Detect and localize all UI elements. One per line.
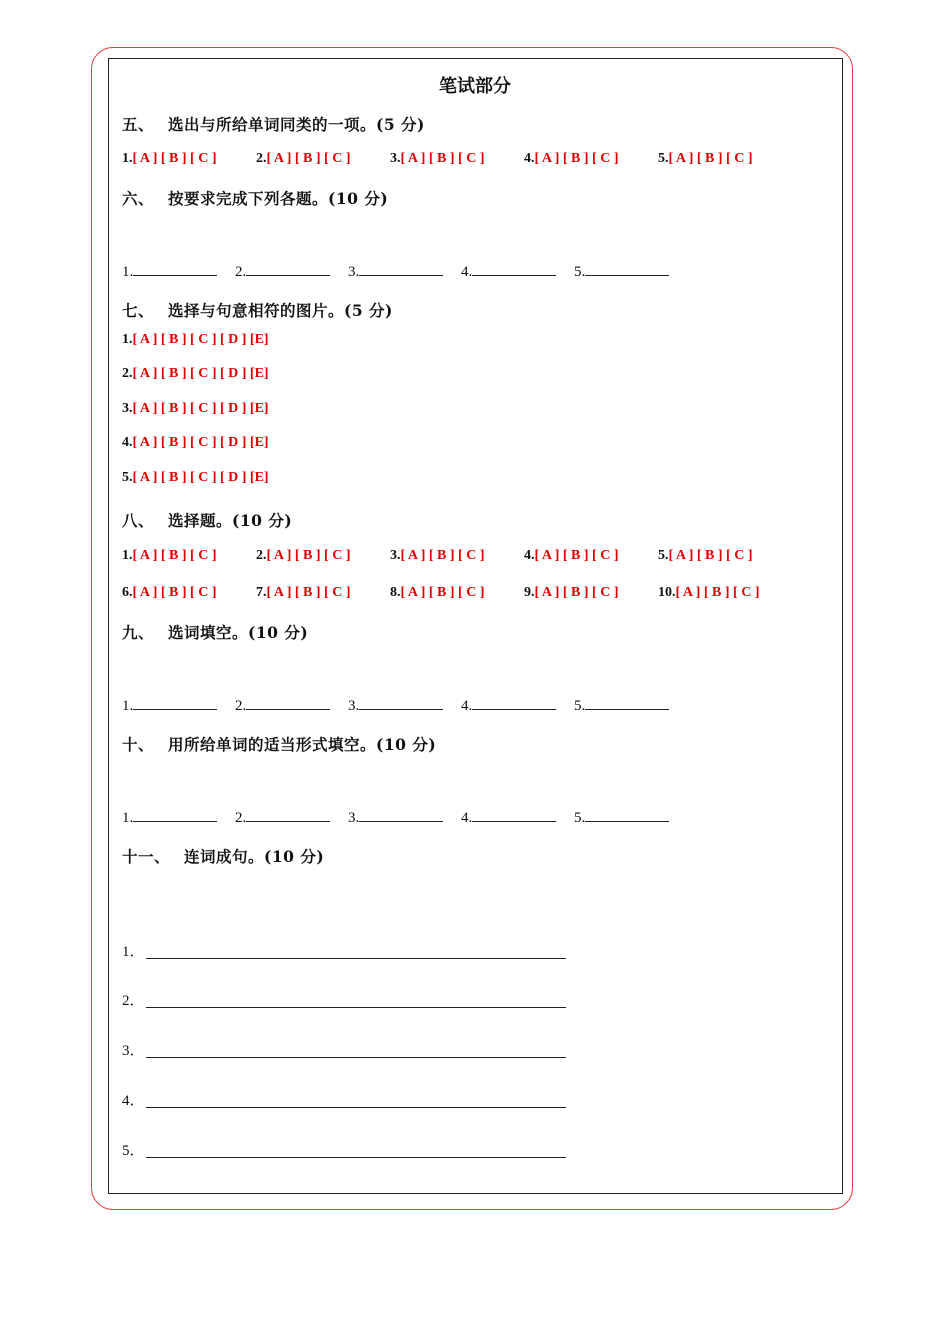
section-number: 七、 — [122, 301, 155, 320]
q10-blank-4[interactable]: 4. — [461, 809, 556, 827]
q10-blank-3[interactable]: 3. — [348, 809, 443, 827]
q9-blank-4[interactable]: 4. — [461, 697, 556, 715]
q6-blank-4[interactable]: 4. — [461, 263, 556, 281]
q5-item-3[interactable]: 3.[ A ] [ B ] [ C ] — [390, 151, 485, 166]
q7-item-1[interactable]: 1.[ A ] [ B ] [ C ] [ D ] [E] — [122, 332, 269, 347]
q8-item-4[interactable]: 4.[ A ] [ B ] [ C ] — [524, 548, 619, 563]
q11-sentence-5[interactable]: 5． — [122, 1139, 145, 1160]
answer-line[interactable] — [246, 809, 330, 822]
section-10-heading — [122, 733, 436, 755]
section-number: 六、 — [122, 189, 155, 208]
q11-sentence-4[interactable]: 4． — [122, 1089, 145, 1110]
q9-blank-1[interactable]: 1. — [122, 697, 217, 715]
section-text: 选择与句意相符的图片。(5 分) — [168, 301, 393, 320]
answer-line[interactable] — [146, 1007, 566, 1008]
q6-blank-3[interactable]: 3. — [348, 263, 443, 281]
answer-line[interactable] — [146, 1057, 566, 1058]
section-text: 用所给单词的适当形式填空。(10 分) — [168, 735, 437, 754]
q8-item-10[interactable]: 10.[ A ] [ B ] [ C ] — [658, 585, 760, 600]
section-number: 八、 — [122, 511, 155, 530]
q10-blank-5[interactable]: 5. — [574, 809, 669, 827]
q8-item-1[interactable]: 1.[ A ] [ B ] [ C ] — [122, 548, 217, 563]
answer-line[interactable] — [359, 697, 443, 710]
q9-blank-2[interactable]: 2. — [235, 697, 330, 715]
answer-line[interactable] — [585, 263, 669, 276]
answer-line[interactable] — [133, 809, 217, 822]
q5-item-1[interactable]: 1.[ A ] [ B ] [ C ] — [122, 151, 217, 166]
page-title: 笔试部分 — [439, 76, 511, 97]
answer-line[interactable] — [359, 263, 443, 276]
q5-item-4[interactable]: 4.[ A ] [ B ] [ C ] — [524, 151, 619, 166]
section-number: 五、 — [122, 115, 155, 134]
q11-sentence-2[interactable]: 2． — [122, 989, 145, 1010]
answer-line[interactable] — [246, 697, 330, 710]
q11-sentence-3[interactable]: 3． — [122, 1039, 145, 1060]
answer-line[interactable] — [146, 1157, 566, 1158]
answer-line[interactable] — [146, 958, 566, 959]
q6-blank-1[interactable]: 1. — [122, 263, 217, 281]
answer-line[interactable] — [472, 809, 556, 822]
section-7-heading — [122, 299, 393, 321]
section-11-heading — [122, 845, 324, 867]
q6-blank-2[interactable]: 2. — [235, 263, 330, 281]
answer-line[interactable] — [146, 1107, 566, 1108]
q8-item-7[interactable]: 7.[ A ] [ B ] [ C ] — [256, 585, 351, 600]
section-text: 连词成句。(10 分) — [184, 847, 325, 866]
answer-line[interactable] — [133, 697, 217, 710]
section-text: 选词填空。(10 分) — [168, 623, 309, 642]
q7-item-2[interactable]: 2.[ A ] [ B ] [ C ] [ D ] [E] — [122, 366, 269, 381]
q11-sentence-1[interactable]: 1． — [122, 940, 145, 961]
q5-item-5[interactable]: 5.[ A ] [ B ] [ C ] — [658, 151, 753, 166]
section-number: 十一、 — [122, 847, 171, 866]
section-text: 选出与所给单词同类的一项。(5 分) — [168, 115, 425, 134]
q8-item-2[interactable]: 2.[ A ] [ B ] [ C ] — [256, 548, 351, 563]
q8-item-5[interactable]: 5.[ A ] [ B ] [ C ] — [658, 548, 753, 563]
answer-line[interactable] — [359, 809, 443, 822]
q7-item-4[interactable]: 4.[ A ] [ B ] [ C ] [ D ] [E] — [122, 435, 269, 450]
q6-blank-5[interactable]: 5. — [574, 263, 669, 281]
section-number: 九、 — [122, 623, 155, 642]
answer-line[interactable] — [246, 263, 330, 276]
q8-item-9[interactable]: 9.[ A ] [ B ] [ C ] — [524, 585, 619, 600]
answer-line[interactable] — [472, 263, 556, 276]
q9-blank-5[interactable]: 5. — [574, 697, 669, 715]
q8-item-6[interactable]: 6.[ A ] [ B ] [ C ] — [122, 585, 217, 600]
section-6-heading — [122, 187, 388, 209]
q10-blank-1[interactable]: 1. — [122, 809, 217, 827]
answer-line[interactable] — [585, 697, 669, 710]
answer-line[interactable] — [133, 263, 217, 276]
section-text: 按要求完成下列各题。(10 分) — [168, 189, 389, 208]
q10-blank-2[interactable]: 2. — [235, 809, 330, 827]
q8-item-3[interactable]: 3.[ A ] [ B ] [ C ] — [390, 548, 485, 563]
section-text: 选择题。(10 分) — [168, 511, 293, 530]
section-8-heading — [122, 509, 292, 531]
q8-item-8[interactable]: 8.[ A ] [ B ] [ C ] — [390, 585, 485, 600]
answer-line[interactable] — [585, 809, 669, 822]
q7-item-5[interactable]: 5.[ A ] [ B ] [ C ] [ D ] [E] — [122, 470, 269, 485]
answer-line[interactable] — [472, 697, 556, 710]
section-9-heading — [122, 621, 308, 643]
q7-item-3[interactable]: 3.[ A ] [ B ] [ C ] [ D ] [E] — [122, 401, 269, 416]
q5-item-2[interactable]: 2.[ A ] [ B ] [ C ] — [256, 151, 351, 166]
q9-blank-3[interactable]: 3. — [348, 697, 443, 715]
section-number: 十、 — [122, 735, 155, 754]
section-5-heading — [122, 113, 425, 135]
